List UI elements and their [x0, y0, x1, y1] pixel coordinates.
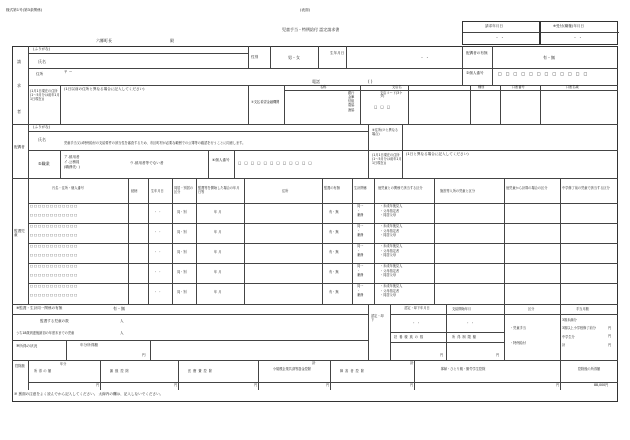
income-year-label: 年分所得額 — [80, 343, 98, 347]
child-consent[interactable]: 有・無 — [329, 290, 339, 294]
phone-value[interactable]: ( ) — [368, 79, 373, 84]
address-note: (1日以前の住所と異なる場合に記入してください) — [64, 87, 145, 91]
accept-date-box[interactable] — [540, 21, 618, 45]
count-unit[interactable]: 人 — [120, 319, 124, 323]
spouse-furigana-label: (ふりがな) — [33, 125, 51, 129]
child-support[interactable]: 同一 ・ 兼務 — [357, 244, 364, 258]
other-count-unit[interactable]: 人 — [120, 331, 124, 335]
claimant-side-3: 者 — [17, 109, 21, 114]
bottom-unit-6: 円 — [556, 383, 560, 387]
amount-items: 3歳未満分 3歳以上小学校修了前分 中学生分 計 — [562, 318, 596, 347]
child-birth[interactable]: ・ ・ — [154, 250, 162, 254]
shop-code-boxes[interactable]: □□□ — [374, 105, 394, 109]
count-label: 監護する児童の数 — [40, 319, 69, 323]
child-header-same: 同居・別居の区分 — [174, 186, 194, 194]
income-label: ⑨所得の状況 — [16, 344, 38, 348]
bottom-value[interactable]: 88,000円 — [594, 383, 609, 387]
receipt-date-value: ・ ・ — [495, 35, 505, 40]
bottom-unit-3: 円 — [254, 383, 258, 387]
other-children-label: ⑧監護・生計同一関係の有無 — [16, 306, 63, 310]
child-same[interactable]: 同・別 — [177, 250, 187, 254]
child-number-boxes[interactable]: □□□□□□□□□□□□ — [30, 233, 79, 237]
child-birth[interactable]: ・ ・ — [154, 290, 162, 294]
bottom-header-1: 雑損控除 — [110, 369, 131, 373]
pension-label: ②個人番号 — [466, 71, 484, 75]
child-name-boxes[interactable]: □□□□□□□□□□□□ — [30, 244, 79, 248]
child-birth[interactable]: ・ ・ — [154, 210, 162, 214]
bank-header-number: 口座番号 — [512, 85, 525, 89]
bank-side-label: ③支払希望金融機関 — [251, 100, 280, 104]
address-label: 住所 — [36, 72, 44, 76]
spouse-relation-label: ⑤職業 — [38, 161, 50, 166]
footer-note: ⑩ 裏面の注意をよく読んでから記入してください。 太線内の欄は、記入しないでください。 — [14, 392, 164, 396]
bank-header-holder: 口座名義 — [566, 85, 579, 89]
bottom-header-0: 所得の額 — [34, 369, 53, 373]
bottom-unit-2: 円 — [174, 383, 178, 387]
bottom-total-label-2: 計 — [410, 361, 414, 365]
receipt-date-box[interactable] — [462, 21, 540, 45]
spouse-address-note2: (1日と異なる場合に記入してください) — [406, 152, 469, 156]
form-number: 様式第1号(第3条関係) — [6, 8, 43, 12]
pension-name-label: (職務先: ) — [64, 165, 80, 169]
bottom-header-4: 障害者控除 — [340, 369, 366, 373]
receipt-date-label: 請求年月日 — [485, 24, 503, 28]
child-header-school: 監護等を開始した場合の年月日等 — [198, 186, 240, 194]
claimant-name-label: 氏名 — [38, 59, 46, 64]
sex-label: 性別 — [251, 55, 259, 59]
spouse-side-label: 配偶者 — [14, 145, 25, 149]
child-same[interactable]: 同・別 — [177, 290, 187, 294]
child-row-divider — [28, 223, 618, 224]
spouse-pension-label: ④個人番号 — [212, 158, 230, 162]
old-address-label: (1月1日現在の住所(1〜5月分は前年1月1日現在)) — [30, 89, 60, 101]
review-a: 扶 養 親 族 の 数 — [394, 335, 424, 339]
relation-options[interactable]: ア.被用者 イ.公務員 — [64, 155, 80, 165]
child-name-boxes[interactable]: □□□□□□□□□□□□ — [30, 284, 79, 288]
bank-header-type: 種別 — [478, 85, 485, 89]
bottom-unit-4: 円 — [326, 383, 330, 387]
approval-date-value: ・ ・ — [412, 321, 421, 325]
other-count-label: うち18歳到達後最初の年度末までの児童 — [16, 331, 75, 335]
child-ym[interactable]: 年 月 — [214, 250, 222, 254]
bottom-unit-1: 円 — [96, 383, 100, 387]
child-same[interactable]: 同・別 — [177, 210, 187, 214]
child-number-boxes[interactable]: □□□□□□□□□□□□ — [30, 213, 79, 217]
form-title: 児童手当・特例給付 認定請求書 — [282, 27, 340, 32]
child-name-boxes[interactable]: □□□□□□□□□□□□ — [30, 224, 79, 228]
child-support[interactable]: 同一 ・ 兼務 — [357, 264, 364, 278]
bottom-side-label: 控除額 — [15, 364, 25, 368]
honorific: 殿 — [170, 38, 174, 43]
category-value[interactable]: ・児童手当 — [510, 326, 526, 330]
front-label: (表面) — [300, 8, 310, 12]
bottom-header-2: 医療費控除 — [188, 369, 214, 373]
income-unit[interactable]: 円 — [142, 353, 146, 357]
child-consent[interactable]: 有・無 — [329, 210, 339, 214]
child-row-divider — [28, 263, 618, 264]
child-row-divider — [28, 243, 618, 244]
postal-mark: 〒 ー — [64, 70, 73, 74]
accept-date-label: ※受付(職権)年月日 — [553, 24, 584, 28]
child-support[interactable]: 同一 ・ 兼務 — [357, 204, 364, 218]
child-header-birth: 生年月日 — [151, 189, 164, 193]
child-category[interactable]: ・未成年後見人 ・父母指定者 ・同居父母 — [380, 264, 403, 278]
shop-code-label: 支店コード(3ケタ) — [380, 91, 403, 99]
child-header-consent: 監護の有無 — [324, 186, 340, 190]
child-header-kind-c: 中学修了前の児童で該当する区分 — [562, 186, 610, 190]
spouse-label: 配偶者の有無 — [466, 51, 488, 55]
main-frame — [12, 46, 618, 402]
child-header-address: 住所 — [282, 189, 289, 193]
spouse-name-label: 氏名 — [38, 137, 46, 142]
bottom-unit-5: 円 — [410, 383, 414, 387]
child-support[interactable]: 同一 ・ 兼務 — [357, 224, 364, 238]
child-name-boxes[interactable]: □□□□□□□□□□□□ — [30, 204, 79, 208]
child-header-kind-b: 他児童から計算の場合の区分 — [506, 186, 548, 190]
category-label: 区分 — [528, 307, 535, 311]
review-unit-a: 円 — [440, 353, 444, 357]
spouse-address-label: ⑥住所(②と異なる場合) — [372, 128, 399, 136]
bottom-header-3: 小規模企業共済等掛金控除 — [272, 367, 312, 371]
child-category[interactable]: ・未成年後見人 ・父母指定者 ・同居父母 — [380, 204, 403, 218]
child-consent[interactable]: 有・無 — [329, 250, 339, 254]
child-category[interactable]: ・未成年後見人 ・父母指定者 ・同居父母 — [380, 284, 403, 298]
bottom-header-6: 控除後の所得額 — [577, 367, 601, 371]
spouse-address-note: (1月1日現在の住所(1〜5月分は前年1月1日現在)) — [372, 153, 402, 165]
amount-units: 円 円 円 — [608, 326, 612, 347]
bank-types[interactable]: 銀行 金庫 信組 農協 漁協 — [348, 91, 355, 112]
bank-header-name: 名称 — [320, 85, 327, 89]
child-same[interactable]: 同・別 — [177, 230, 187, 234]
claimant-number-boxes[interactable]: □□□□□□□□□□□□ — [498, 71, 592, 76]
review-b: 所 得 制 限 額 — [452, 335, 477, 339]
birth-label: 生年月日 — [330, 51, 345, 55]
amount-label: 手当月額 — [576, 307, 589, 311]
child-ym[interactable]: 年 月 — [214, 230, 222, 234]
category-value2[interactable]: ・特例給付 — [510, 341, 526, 345]
consent-text: 児童手当又は特例給付の支給要件の該当性を審査するため、市区町村が必要な範囲での公簿等の確認を行うことに同意します。 — [64, 141, 246, 145]
child-header-category: 他児童との関係で該当する区分 — [378, 186, 423, 190]
review-unit-b: 円 — [496, 353, 500, 357]
child-birth[interactable]: ・ ・ — [154, 270, 162, 274]
claimant-side-1: 請 — [17, 59, 21, 64]
children-side-label: 監護児童 — [14, 229, 25, 237]
claimant-name-input[interactable] — [64, 53, 248, 67]
child-row-divider — [28, 283, 618, 284]
child-header-name: 氏名・住所・個人番号 — [52, 186, 84, 190]
child-ym[interactable]: 年 月 — [214, 290, 222, 294]
claimant-side-2: 求 — [17, 83, 21, 88]
child-same[interactable]: 同・別 — [177, 270, 187, 274]
child-header-relation: 続柄 — [131, 189, 138, 193]
phone-label: 電話 — [312, 79, 320, 84]
birth-value[interactable]: ・ ・ — [420, 55, 430, 60]
approval-ym-value: ・ ・ — [466, 321, 475, 325]
bottom-total-label-1: 計 — [312, 361, 316, 365]
accept-date-value: ・ ・ — [573, 35, 583, 40]
child-header-support: 生計関係 — [354, 186, 367, 190]
other-children-value[interactable]: 有・無 — [113, 306, 125, 311]
relation-option-c[interactable]: ウ.被用者等でない者 — [130, 161, 164, 165]
child-category[interactable]: ・未成年後見人 ・父母指定者 ・同居父母 — [380, 224, 403, 238]
sex-value[interactable]: 男・女 — [288, 55, 300, 60]
child-consent[interactable]: 有・無 — [329, 270, 339, 274]
child-number-boxes[interactable]: □□□□□□□□□□□□ — [30, 253, 79, 257]
bottom-sub-header: 年分 — [60, 362, 67, 366]
approval-ym-label: 支給開始年月 — [452, 307, 472, 311]
spouse-value[interactable]: 有・無 — [543, 55, 555, 60]
claimant-furigana-label: (ふりがな) — [33, 47, 51, 51]
bottom-header-5: 寡婦・ひとり親・勤労学生控除 — [440, 367, 486, 371]
spouse-number-boxes[interactable]: □□□□□□□□□□□□ — [238, 161, 315, 165]
child-category[interactable]: ・未成年後見人 ・父母指定者 ・同居父母 — [380, 244, 403, 258]
child-number-boxes[interactable]: □□□□□□□□□□□□ — [30, 293, 79, 297]
child-ym[interactable]: 年 月 — [214, 270, 222, 274]
child-support[interactable]: 同一 ・ 兼務 — [357, 284, 364, 298]
addressee: 六郷町長 — [96, 38, 112, 43]
child-birth[interactable]: ・ ・ — [154, 230, 162, 234]
child-name-boxes[interactable]: □□□□□□□□□□□□ — [30, 264, 79, 268]
approval-date-label: 認定・却下年月日 — [404, 306, 430, 310]
child-consent[interactable]: 有・無 — [329, 230, 339, 234]
child-number-boxes[interactable]: □□□□□□□□□□□□ — [30, 273, 79, 277]
approval-label: 認定・却下 — [371, 314, 384, 323]
bank-header-branch: 支店名 — [392, 85, 402, 89]
child-ym[interactable]: 年 月 — [214, 210, 222, 214]
child-header-kind-a: 施設等入所の児童と区分 — [440, 189, 476, 193]
